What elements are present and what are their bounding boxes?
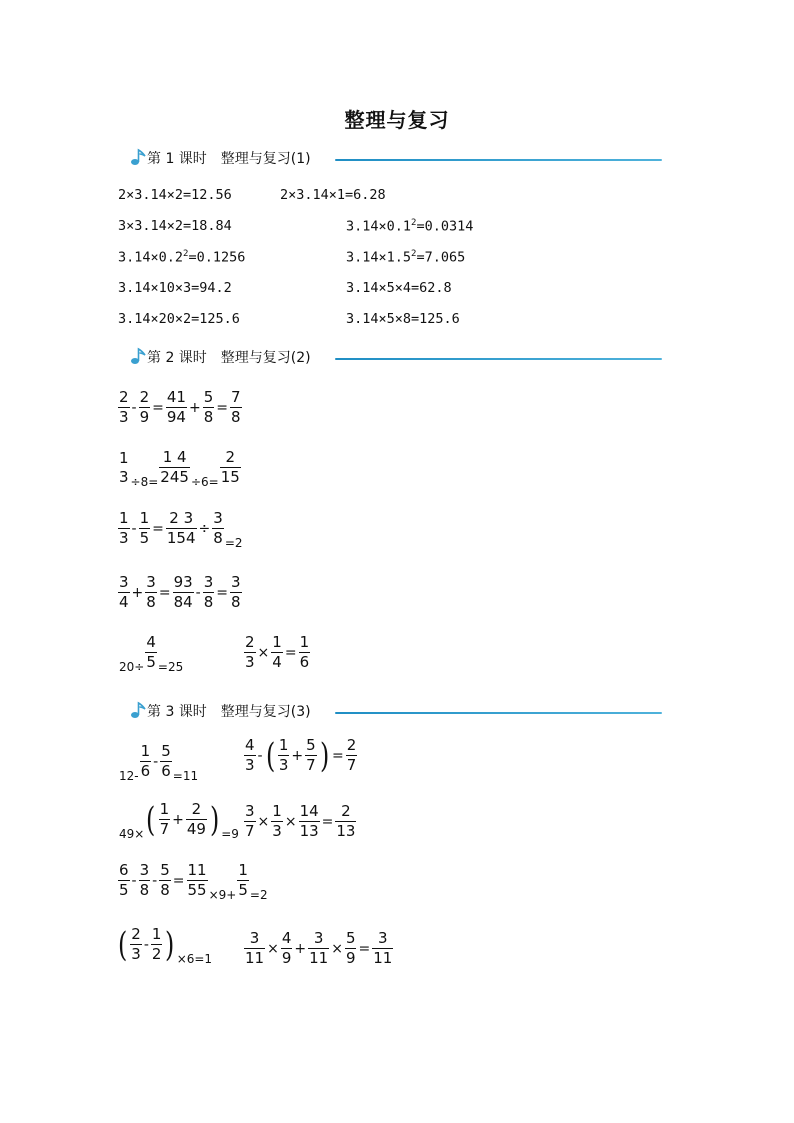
equation: $\frac{3}{11}$ × $\frac{4}{9}$ + $\frac{3}{11}$ × $\frac{5}{9}$ = $\frac{3}{11}$ [245, 929, 393, 967]
fraction: $\frac{1}{5}$ [238, 861, 248, 899]
music-note-icon [130, 148, 146, 166]
section-title: 第 2 课时 整理与复习(2) [147, 350, 311, 366]
fraction: $\frac{41}{94}$ [166, 388, 186, 426]
section-divider [335, 159, 662, 161]
calc-item: 3.14×10×3=94.2 [118, 280, 232, 296]
fraction: $\frac{5}{8}$ [203, 388, 214, 426]
fraction: $\frac{2}{9}$ [139, 388, 150, 426]
calc-item: $3.14\times 0.1^2=0.0314$ [346, 218, 474, 235]
equation: 49 × ( $\frac{1}{7}$ + $\frac{2}{49}$ ) =9 [119, 799, 239, 841]
fraction: $\frac{1}{6}$ [140, 742, 151, 780]
fraction: 1 3 [119, 448, 129, 486]
fraction: $\frac{5}{6}$ [161, 742, 171, 780]
fraction: $\frac{4}{9}$ [281, 929, 292, 967]
section-header-1 [130, 147, 662, 169]
fraction: $\frac{3}{8}$ [203, 573, 214, 611]
fraction: $\frac{2}{13}$ [336, 802, 356, 840]
fraction: $\frac{2}{3}$ [131, 925, 141, 963]
fraction: $\frac{3}{7}$ [245, 802, 255, 840]
fraction: $\frac{1}{2}$ [151, 925, 162, 963]
fraction: $\frac{4}{3}$ [245, 736, 255, 774]
equation: $\frac{4}{3}$ - ( $\frac{1}{3}$ + $\frac{5}{7}$ ) = $\frac{2}{7}$ [245, 735, 357, 776]
fraction: $\frac{2 3}{154}$ [166, 509, 196, 547]
page-title: 整理与复习 [344, 108, 450, 132]
fraction: $\frac{1}{3}$ [278, 736, 289, 774]
calc-item: 2×3.14×2=12.56 [118, 187, 232, 203]
calc-item: 3.14×20×2=125.6 [118, 311, 240, 327]
calc-item: 2×3.14×1=6.28 [280, 187, 386, 203]
equation: $\frac{2}{3}$ × $\frac{1}{4}$ = $\frac{1}{6}$ [245, 633, 310, 671]
fraction: $\frac{3}{8}$ [231, 573, 241, 611]
fraction: $\frac{1 4}{245}$ [160, 448, 189, 486]
fraction: $\frac{1}{5}$ [139, 509, 150, 547]
calc-item: 3.14×5×4=62.8 [346, 280, 452, 296]
fraction: $\frac{5}{7}$ [306, 736, 316, 774]
music-note-icon [130, 701, 146, 719]
fraction: $\frac{3}{11}$ [373, 929, 393, 967]
section-header-2 [130, 346, 662, 368]
calc-item: $3.14\times 1.5^2=7.065$ [346, 249, 466, 266]
fraction: $\frac{3}{8}$ [139, 861, 150, 899]
fraction: $\frac{2}{15}$ [220, 448, 240, 486]
section-divider [335, 358, 662, 360]
fraction: $\frac{3}{11}$ [309, 929, 329, 967]
fraction: $\frac{5}{8}$ [160, 861, 170, 899]
section-divider [335, 712, 662, 714]
calc-item: 3×3.14×2=18.84 [118, 218, 232, 234]
fraction: $\frac{1}{7}$ [159, 800, 170, 838]
equation: 1 3 ÷8= $\frac{1 4}{245}$ ÷6= $\frac{2}{15}$ [119, 448, 240, 489]
equation: 20 ÷ $\frac{4}{5}$ =25 [119, 633, 184, 674]
fraction: $\frac{11}{55}$ [187, 861, 207, 899]
fraction: $\frac{6}{5}$ [119, 861, 129, 899]
fraction: $\frac{14}{13}$ [299, 802, 319, 840]
equation: $\frac{2}{3}$ - $\frac{2}{9}$ = $\frac{41}{94}$ + $\frac{5}{8}$ = $\frac{7}{8}$ [119, 388, 241, 426]
fraction: $\frac{2}{49}$ [186, 800, 206, 838]
equation: $\frac{3}{4}$ + $\frac{3}{8}$ = $\frac{93}{84}$ - $\frac{3}{8}$ = $\frac{3}{8}$ [119, 573, 241, 611]
fraction: $\frac{3}{4}$ [119, 573, 129, 611]
equation: $\frac{3}{7}$ × $\frac{1}{3}$ × $\frac{14}{13}$ = $\frac{2}{13}$ [245, 802, 356, 840]
section-title: 第 3 课时 整理与复习(3) [147, 704, 311, 720]
fraction: $\frac{4}{5}$ [146, 633, 156, 671]
equation: $\frac{6}{5}$ - $\frac{3}{8}$ - $\frac{5}{8}$ = $\frac{11}{55}$ ×9+ $\frac{1}{5}$ =2 [119, 861, 268, 902]
fraction: $\frac{7}{8}$ [231, 388, 241, 426]
fraction: $\frac{1}{6}$ [299, 633, 310, 671]
section-title: 第 1 课时 整理与复习(1) [147, 151, 311, 167]
fraction: $\frac{3}{8}$ [146, 573, 156, 611]
section-header-3 [130, 700, 662, 722]
fraction: $\frac{5}{9}$ [345, 929, 356, 967]
equation: ( $\frac{2}{3}$ - $\frac{1}{2}$ ) ×6=1 [117, 924, 213, 966]
fraction: $\frac{3}{8}$ [213, 509, 223, 547]
fraction: $\frac{1}{3}$ [119, 509, 129, 547]
fraction: $\frac{3}{11}$ [245, 929, 265, 967]
fraction: $\frac{1}{3}$ [272, 802, 282, 840]
calc-item: $3.14\times 0.2^2=0.1256$ [118, 249, 246, 266]
fraction: $\frac{2}{3}$ [245, 633, 255, 671]
music-note-icon [130, 347, 146, 365]
calc-item: 3.14×5×8=125.6 [346, 311, 460, 327]
equation: 12 - $\frac{1}{6}$ - $\frac{5}{6}$ =11 [119, 742, 199, 783]
fraction: $\frac{2}{3}$ [119, 388, 129, 426]
fraction: $\frac{93}{84}$ [173, 573, 193, 611]
fraction: $\frac{2}{7}$ [346, 736, 357, 774]
fraction: $\frac{1}{4}$ [272, 633, 282, 671]
equation: $\frac{1}{3}$ - $\frac{1}{5}$ = $\frac{2 3}{154}$ ÷ $\frac{3}{8}$ =2 [119, 509, 243, 550]
